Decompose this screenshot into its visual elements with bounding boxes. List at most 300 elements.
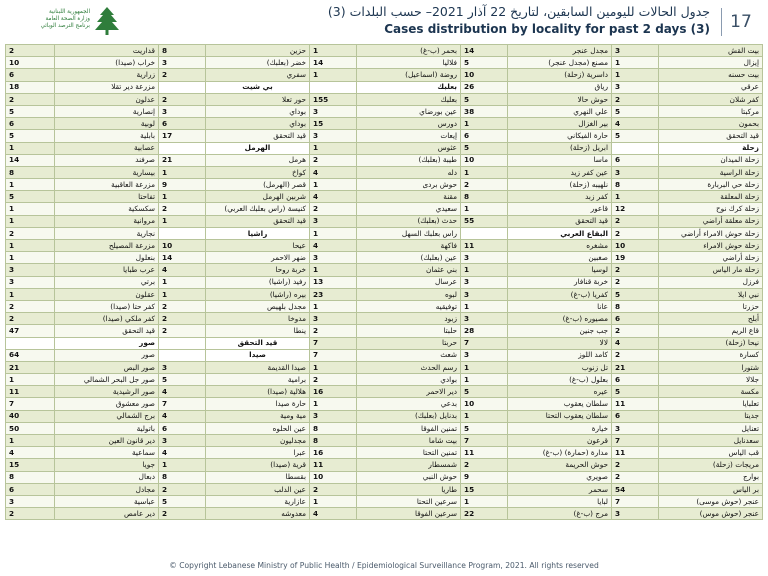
locality-name: راس بعلبك السهل (357, 227, 461, 239)
table-row (6, 508, 763, 520)
case-count: 2 (6, 45, 55, 57)
case-count: 15 (6, 459, 55, 471)
case-count: 21 (612, 361, 659, 373)
locality-name: مريجات (زحلة) (659, 459, 763, 471)
locality-name: مجدل عنجر (508, 45, 612, 57)
case-count: 1 (310, 300, 357, 312)
case-count: 26 (461, 81, 508, 93)
locality-name: كفريا (ب-غ) (508, 288, 612, 300)
logo-text (6, 9, 90, 30)
case-count: 55 (461, 215, 508, 227)
locality-name: قيد التحقق (55, 325, 159, 337)
table-row (6, 361, 763, 373)
locality-name: حور تعلا (206, 93, 310, 105)
case-count (159, 81, 206, 93)
case-count: 16 (310, 386, 357, 398)
case-count: 2 (612, 264, 659, 276)
case-count: 4 (612, 337, 659, 349)
logo-line: برنامج الترصد الوبائي (40, 23, 90, 29)
locality-name: قب الياس (659, 447, 763, 459)
title-english: Cases distribution by locality for past 2 days (3) (384, 22, 710, 36)
case-count (6, 337, 55, 349)
locality-name: كفر ملكي (صيدا) (55, 313, 159, 325)
locality-name: زحلة (659, 142, 763, 154)
case-count: 3 (461, 349, 508, 361)
locality-name: كامد اللوز (508, 349, 612, 361)
case-count: 1 (310, 227, 357, 239)
case-count: 1 (310, 179, 357, 191)
locality-name: دير الاحمر (357, 386, 461, 398)
ministry-logo (6, 5, 126, 39)
case-count: 1 (461, 374, 508, 386)
case-count: 9 (461, 471, 508, 483)
case-count: 2 (612, 276, 659, 288)
locality-name: عين الدلب (206, 483, 310, 495)
case-count: 38 (461, 105, 508, 117)
locality-name: مية ومية (206, 410, 310, 422)
locality-name: سكسكية (55, 203, 159, 215)
locality-name: زحلة الراسية (659, 166, 763, 178)
locality-name: حارة الفيكاني (508, 130, 612, 142)
locality-name: مجدل بلهيص (206, 300, 310, 312)
case-count: 47 (6, 325, 55, 337)
table-row (6, 398, 763, 410)
case-count: 22 (461, 508, 508, 520)
case-count: 5 (461, 386, 508, 398)
case-count: 50 (6, 422, 55, 434)
case-count: 2 (159, 483, 206, 495)
case-count: 2 (310, 374, 357, 386)
locality-name: مدارة (حمارة) (ب-غ) (508, 447, 612, 459)
case-count: 2 (310, 203, 357, 215)
locality-name: بعلول (ب-غ) (508, 374, 612, 386)
locality-name: قيد التحقق (659, 130, 763, 142)
case-count: 2 (461, 179, 508, 191)
case-count: 4 (310, 240, 357, 252)
case-count (159, 227, 206, 239)
locality-name: بي شيت (206, 81, 310, 93)
locality-name: عباسية (55, 495, 159, 507)
locality-name: خضر (بعلبك) (206, 57, 310, 69)
locality-name: عرب طبايا (55, 264, 159, 276)
locality-name: مجدليون (206, 435, 310, 447)
locality-name: تمنين الفوقا (357, 422, 461, 434)
locality-name: باتولية (55, 422, 159, 434)
case-count: 3 (310, 252, 357, 264)
locality-name: حدث (بعلبك) (357, 215, 461, 227)
locality-name: كفر حتا (صيدا) (55, 300, 159, 312)
locality-name: عرقي (659, 81, 763, 93)
case-count: 3 (612, 508, 659, 520)
locality-name: ماسا (508, 154, 612, 166)
case-count: 14 (6, 154, 55, 166)
table-row (6, 252, 763, 264)
locality-name: الهرمل (206, 142, 310, 154)
case-count: 2 (612, 227, 659, 239)
case-count: 15 (310, 118, 357, 130)
locality-name: نجارية (55, 227, 159, 239)
locality-name: بر الياس (659, 483, 763, 495)
case-count: 1 (159, 215, 206, 227)
case-count: 1 (159, 459, 206, 471)
case-count: 4 (310, 508, 357, 520)
locality-name: كسارة (659, 349, 763, 361)
case-count: 7 (612, 495, 659, 507)
table-row (6, 118, 763, 130)
locality-name: قصر (الهرمل) (206, 179, 310, 191)
case-count: 11 (612, 447, 659, 459)
case-count: 1 (461, 203, 508, 215)
locality-name: صور معشوق (55, 398, 159, 410)
locality-name: سعدنايل (659, 435, 763, 447)
locality-name: بعلبك (357, 81, 461, 93)
case-count: 14 (310, 57, 357, 69)
case-count: 1 (310, 45, 357, 57)
locality-name: سلطان يعقوب (508, 398, 612, 410)
case-count: 14 (461, 45, 508, 57)
locality-name: تفاحتا (55, 191, 159, 203)
locality-name: لبايا (508, 495, 612, 507)
locality-name: قيد التحقق (508, 215, 612, 227)
case-count: 1 (461, 495, 508, 507)
case-count: 5 (6, 191, 55, 203)
case-count: 2 (310, 483, 357, 495)
locality-name: جب جنين (508, 325, 612, 337)
case-count: 2 (6, 227, 55, 239)
locality-name: زحلة حي البربارة (659, 179, 763, 191)
locality-name: بوارج (659, 471, 763, 483)
case-count: 7 (461, 435, 508, 447)
locality-name: دبعال (55, 471, 159, 483)
case-count: 2 (612, 471, 659, 483)
locality-name: حربتا (357, 337, 461, 349)
locality-name: قاع الريم (659, 325, 763, 337)
locality-name: مقنة (357, 191, 461, 203)
table-row (6, 45, 763, 57)
table-row (6, 495, 763, 507)
case-count: 1 (6, 215, 55, 227)
locality-name: سحمر (508, 483, 612, 495)
locality-name: بنعلول (55, 252, 159, 264)
case-count (461, 227, 508, 239)
case-count: 4 (159, 447, 206, 459)
table-row (6, 374, 763, 386)
locality-name: هلالية (صيدا) (206, 386, 310, 398)
case-count: 12 (612, 203, 659, 215)
locality-name: مرج (ب-غ) (508, 508, 612, 520)
table-row (6, 191, 763, 203)
locality-name: بير الغزال (508, 118, 612, 130)
case-count: 5 (6, 105, 55, 117)
locality-name: عبرا (206, 447, 310, 459)
table-row (6, 313, 763, 325)
table-row (6, 325, 763, 337)
case-count: 3 (612, 81, 659, 93)
case-count: 4 (159, 264, 206, 276)
table-row (6, 386, 763, 398)
locality-name: دير قانون العين (55, 435, 159, 447)
case-count: 5 (461, 142, 508, 154)
case-count: 155 (310, 93, 357, 105)
title-block (140, 4, 710, 37)
case-count: 2 (612, 349, 659, 361)
case-count: 8 (159, 45, 206, 57)
locality-name: زحلة معلقة أراضي (659, 215, 763, 227)
case-count: 5 (6, 130, 55, 142)
locality-name: نيحا (زحلة) (659, 337, 763, 349)
case-count: 6 (612, 313, 659, 325)
table-row (6, 203, 763, 215)
case-count: 1 (6, 374, 55, 386)
table-row (6, 337, 763, 349)
locality-name: قيد التحقق (206, 130, 310, 142)
locality-name: رفيد (راشيا) (206, 276, 310, 288)
table-row (6, 142, 763, 154)
case-count: 3 (461, 252, 508, 264)
locality-name: سرعين الفوقا (357, 508, 461, 520)
locality-name: بني عثمان (357, 264, 461, 276)
locality-name: عيره (508, 386, 612, 398)
case-count: 1 (461, 118, 508, 130)
locality-name: زحلة الميدان (659, 154, 763, 166)
case-count: 3 (310, 105, 357, 117)
table-row (6, 81, 763, 93)
case-count: 6 (612, 374, 659, 386)
locality-name: جلالا (659, 374, 763, 386)
case-count: 2 (159, 313, 206, 325)
locality-name: مزرعة المصيلح (55, 240, 159, 252)
case-count: 2 (612, 459, 659, 471)
locality-name: مزرعة العاقبية (55, 179, 159, 191)
locality-name: برامية (206, 374, 310, 386)
table-row (6, 410, 763, 422)
case-count: 1 (6, 435, 55, 447)
table-row (6, 349, 763, 361)
locality-name: نبي ايلا (659, 288, 763, 300)
locality-name: قداريت (55, 45, 159, 57)
case-count: 3 (6, 276, 55, 288)
case-count: 11 (612, 398, 659, 410)
locality-name: صور البص (55, 361, 159, 373)
case-count (159, 337, 206, 349)
case-count: 1 (159, 276, 206, 288)
locality-name: دير عامص (55, 508, 159, 520)
locality-name: أبلح (659, 313, 763, 325)
table-row (6, 215, 763, 227)
case-count: 6 (6, 69, 55, 81)
case-count: 7 (612, 435, 659, 447)
case-count: 5 (612, 105, 659, 117)
case-count: 40 (6, 410, 55, 422)
case-count: 1 (612, 191, 659, 203)
table-row (6, 447, 763, 459)
case-count: 2 (6, 93, 55, 105)
case-count: 8 (159, 471, 206, 483)
locality-name: صور جل البحر الشمالي (55, 374, 159, 386)
locality-name: إنصارية (55, 105, 159, 117)
locality-name: معدوشه (206, 508, 310, 520)
case-count: 2 (6, 300, 55, 312)
case-count: 2 (612, 215, 659, 227)
table-row (6, 483, 763, 495)
locality-name: داسرية (زحلة) (508, 69, 612, 81)
case-count: 7 (159, 398, 206, 410)
locality-name: راشيا (206, 227, 310, 239)
case-count: 1 (310, 398, 357, 410)
case-count: 54 (612, 483, 659, 495)
locality-name: حوش حالا (508, 93, 612, 105)
locality-name: طيبة (بعلبك) (357, 154, 461, 166)
case-count: 1 (6, 179, 55, 191)
table-row (6, 264, 763, 276)
page-number: 17 (721, 8, 760, 36)
locality-name: زحلة كرك نوح (659, 203, 763, 215)
locality-name: تعنايل (659, 422, 763, 434)
table-row (6, 105, 763, 117)
locality-name: سفري (206, 69, 310, 81)
locality-name: لالا (508, 337, 612, 349)
locality-name: لبوه (357, 288, 461, 300)
case-count: 3 (6, 495, 55, 507)
locality-name: شتورا (659, 361, 763, 373)
case-count: 10 (461, 398, 508, 410)
locality-name: صيدا (206, 349, 310, 361)
locality-name: دورس (357, 118, 461, 130)
header (0, 0, 768, 44)
case-count: 1 (159, 166, 206, 178)
case-count: 2 (159, 508, 206, 520)
locality-name: حلبتا (357, 325, 461, 337)
case-count: 11 (6, 386, 55, 398)
case-count: 7 (310, 349, 357, 361)
case-count: 3 (461, 276, 508, 288)
case-count: 15 (461, 483, 508, 495)
locality-name: زحلة حوش الامراء أراضي (659, 227, 763, 239)
case-count: 1 (6, 240, 55, 252)
locality-name: برج الشمالي (55, 410, 159, 422)
case-count: 2 (6, 313, 55, 325)
case-count: 1 (612, 57, 659, 69)
case-count: 3 (159, 105, 206, 117)
case-count: 11 (461, 447, 508, 459)
locality-name: بيت القش (659, 45, 763, 57)
locality-name: فاكهة (357, 240, 461, 252)
locality-name: لوبية (55, 118, 159, 130)
locality-name: قاعور (508, 203, 612, 215)
case-count: 2 (6, 508, 55, 520)
case-count: 5 (612, 288, 659, 300)
case-count: 2 (310, 154, 357, 166)
case-count: 10 (159, 240, 206, 252)
locality-name: فرزل (659, 276, 763, 288)
locality-name: عازارية (206, 495, 310, 507)
case-count: 28 (461, 325, 508, 337)
case-count: 23 (310, 288, 357, 300)
locality-name: رياق (508, 81, 612, 93)
case-count: 6 (612, 410, 659, 422)
case-count: 6 (461, 130, 508, 142)
locality-name: عقلون (55, 288, 159, 300)
locality-name: مدوخا (206, 313, 310, 325)
locality-name: شربين الهرمل (206, 191, 310, 203)
locality-name: عانا (508, 300, 612, 312)
table-row (6, 240, 763, 252)
copyright-footer: © Copyright Lebanese Ministry of Public Health / Epidemiological Surveillance Program, 2021. All rights reserved (169, 561, 599, 570)
table-row (6, 435, 763, 447)
case-count: 3 (612, 45, 659, 57)
locality-name: زحلة مار الياس (659, 264, 763, 276)
case-count: 1 (6, 203, 55, 215)
locality-name: مكسة (659, 386, 763, 398)
table-row (6, 276, 763, 288)
case-count: 6 (159, 118, 206, 130)
case-count: 3 (310, 215, 357, 227)
case-count: 8 (461, 191, 508, 203)
case-count: 4 (310, 166, 357, 178)
locality-name: عنجر (حوش موسى) (659, 495, 763, 507)
locality-name: مركبتا (659, 105, 763, 117)
table-row (6, 227, 763, 239)
locality-name: عين كفر زيد (508, 166, 612, 178)
table-row (6, 179, 763, 191)
locality-name: بوادي (357, 374, 461, 386)
locality-name: إيزال (659, 57, 763, 69)
case-count: 2 (159, 69, 206, 81)
case-count: 8 (612, 300, 659, 312)
case-count: 6 (159, 422, 206, 434)
locality-name: بوداي (206, 118, 310, 130)
locality-name: فلاليا (357, 57, 461, 69)
table-row (6, 93, 763, 105)
locality-name: ضهر الاحمر (206, 252, 310, 264)
locality-name: إيعات (357, 130, 461, 142)
locality-name: مشغره (508, 240, 612, 252)
locality-name: شعث (357, 349, 461, 361)
locality-name: قيد التحقق (206, 215, 310, 227)
locality-name: بقسطا (206, 471, 310, 483)
locality-name: زرارية (55, 69, 159, 81)
case-count (159, 142, 206, 154)
case-count: 5 (612, 386, 659, 398)
case-count (159, 349, 206, 361)
locality-name: عين بورضاي (357, 105, 461, 117)
locality-name: كفر زبد (508, 191, 612, 203)
locality-name: علي النهري (508, 105, 612, 117)
locality-name: عرسال (357, 276, 461, 288)
locality-name: حزين (206, 45, 310, 57)
locality-name: بعلبك (357, 93, 461, 105)
locality-name: بيره (راشيا) (206, 288, 310, 300)
case-count: 6 (6, 483, 55, 495)
locality-name: خيارة (508, 422, 612, 434)
locality-name: رسم الحدث (357, 361, 461, 373)
locality-name: صور (55, 349, 159, 361)
cedar-icon (92, 5, 122, 37)
locality-name: كنيسة (راس بعلبك العربي) (206, 203, 310, 215)
case-count: 4 (6, 447, 55, 459)
table-row (6, 57, 763, 69)
case-count: 8 (310, 422, 357, 434)
case-count: 11 (461, 240, 508, 252)
locality-name: مصنع (مجدل عنجر) (508, 57, 612, 69)
locality-name: بيت حسنه (659, 69, 763, 81)
locality-name: بدعي (357, 398, 461, 410)
locality-name: بدنايل (بعلبك) (357, 410, 461, 422)
case-count: 3 (159, 361, 206, 373)
case-count: 3 (310, 410, 357, 422)
title-arabic: جدول الحالات لليومين السابقين، لتاريخ 22 آذار 2021– حسب البلدات (3) (327, 4, 710, 19)
case-count: 8 (6, 471, 55, 483)
